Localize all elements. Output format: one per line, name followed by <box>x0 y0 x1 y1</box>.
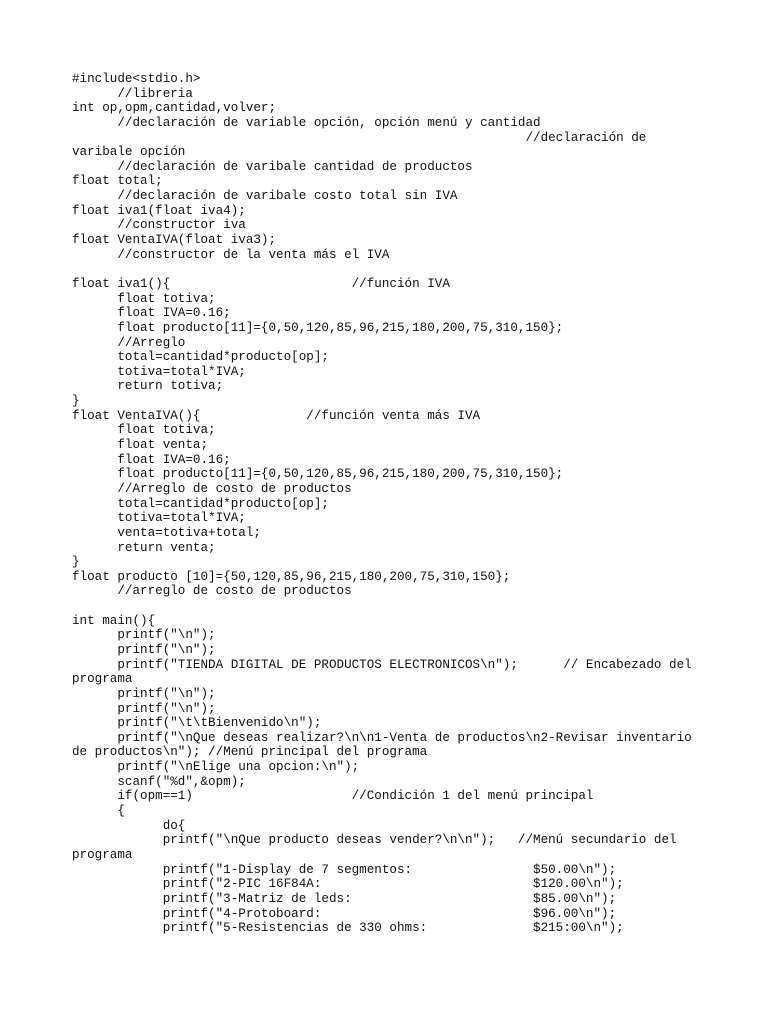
code-line: float producto [10]={50,120,85,96,215,180,200,75,310,150}; <box>72 569 511 584</box>
code-line: printf("TIENDA DIGITAL DE PRODUCTOS ELECTRONICOS\n"); // Encabezado del <box>72 657 692 672</box>
code-line: printf("\n"); <box>72 701 216 716</box>
code-line: scanf("%d",&opm); <box>72 774 246 789</box>
code-line: { <box>72 804 125 819</box>
code-line: //constructor iva <box>72 218 246 233</box>
code-line: printf("5-Resistencias de 330 ohms: $215:00\n"); <box>72 921 624 936</box>
code-line: float IVA=0.16; <box>72 306 231 321</box>
code-line: programa <box>72 672 133 687</box>
code-line: //declaración de <box>72 130 647 145</box>
code-line: printf("\nQue producto deseas vender?\n\n"); //Menú secundario del <box>72 833 677 848</box>
code-line: total=cantidad*producto[op]; <box>72 350 329 365</box>
code-line: float totiva; <box>72 291 216 306</box>
code-line: venta=totiva+total; <box>72 525 261 540</box>
code-line: printf("2-PIC 16F84A: $120.00\n"); <box>72 877 624 892</box>
code-line: float venta; <box>72 438 209 453</box>
code-line: printf("1-Display de 7 segmentos: $50.00\n"); <box>72 862 617 877</box>
code-line: varibale opción <box>72 145 186 160</box>
code-line: float totiva; <box>72 423 216 438</box>
code-line: float iva1(){ //función IVA <box>72 276 450 291</box>
code-line: float total; <box>72 174 163 189</box>
code-line: printf("\n"); <box>72 686 216 701</box>
code-line: return totiva; <box>72 379 224 394</box>
code-line: int op,opm,cantidad,volver; <box>72 101 277 116</box>
code-line: totiva=total*IVA; <box>72 511 246 526</box>
code-line: } <box>72 394 80 409</box>
code-line: printf("\n"); <box>72 642 216 657</box>
code-line: } <box>72 555 80 570</box>
code-line: //Arreglo <box>72 335 186 350</box>
code-line: //libreria <box>72 86 193 101</box>
code-line: //Arreglo de costo de productos <box>72 481 352 496</box>
code-line: printf("\nQue deseas realizar?\n\n1-Venta de productos\n2-Revisar inventario <box>72 730 692 745</box>
code-line: printf("4-Protoboard: $96.00\n"); <box>72 906 617 921</box>
code-line: printf("\nElige una opcion:\n"); <box>72 760 360 775</box>
code-line: float iva1(float iva4); <box>72 203 246 218</box>
code-line: totiva=total*IVA; <box>72 364 246 379</box>
code-line: //declaración de varibale cantidad de productos <box>72 159 473 174</box>
code-line: programa <box>72 847 133 862</box>
code-line: //declaración de variable opción, opción menú y cantidad <box>72 115 541 130</box>
code-line: total=cantidad*producto[op]; <box>72 496 329 511</box>
code-line: printf("\n"); <box>72 628 216 643</box>
blank-line <box>72 262 697 277</box>
code-line: //arreglo de costo de productos <box>72 584 352 599</box>
code-line: float producto[11]={0,50,120,85,96,215,180,200,75,310,150}; <box>72 320 564 335</box>
code-line: if(opm==1) //Condición 1 del menú principal <box>72 789 594 804</box>
code-line: //declaración de varibale costo total sin IVA <box>72 189 458 204</box>
code-line: return venta; <box>72 540 216 555</box>
code-line: float VentaIVA(){ //función venta más IVA <box>72 408 481 423</box>
code-line: printf("\t\tBienvenido\n"); <box>72 716 322 731</box>
code-line: de productos\n"); //Menú principal del programa <box>72 745 428 760</box>
code-line: float producto[11]={0,50,120,85,96,215,180,200,75,310,150}; <box>72 467 564 482</box>
code-line: #include<stdio.h> <box>72 72 201 86</box>
code-line: int main(){ <box>72 613 156 628</box>
code-line: float IVA=0.16; <box>72 452 231 467</box>
code-line: printf("3-Matriz de leds: $85.00\n"); <box>72 891 617 906</box>
code-line: //constructor de la venta más el IVA <box>72 247 390 262</box>
code-line: do{ <box>72 818 186 833</box>
source-code-block <box>72 72 697 936</box>
code-line: float VentaIVA(float iva3); <box>72 233 277 248</box>
blank-line <box>72 599 697 614</box>
